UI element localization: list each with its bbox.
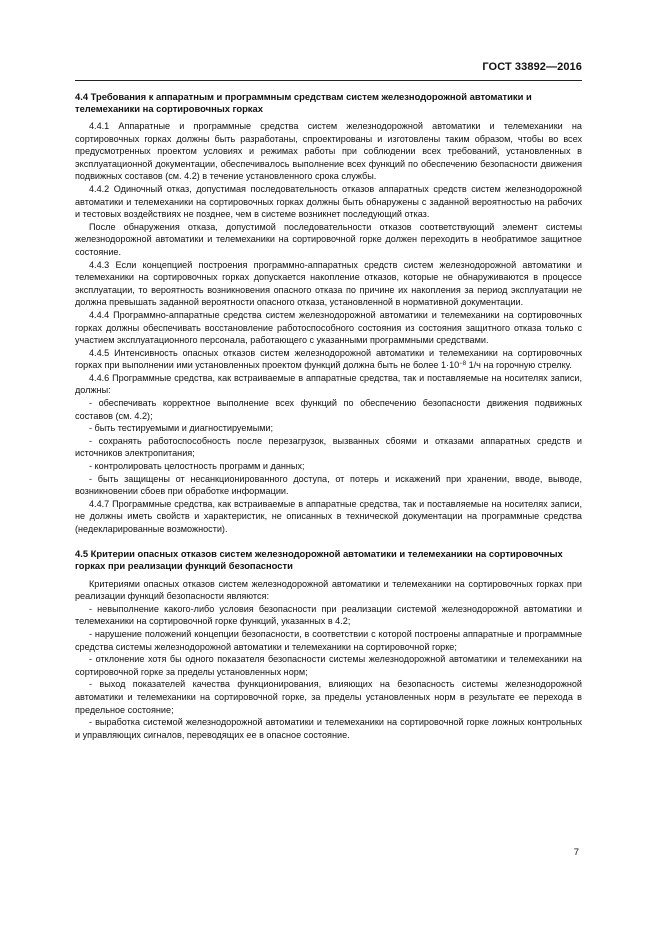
list-item: - сохранять работоспособность после перезагрузок, вызванных сбоями и отказами аппаратных средств и источников электропитания;	[75, 435, 582, 459]
list-item: - невыполнение какого-либо условия безопасности при реализации системой железнодорожной автоматики и телемеханики на сортировочной горке функций, указанных в 4.2;	[75, 603, 582, 627]
paragraph-4-4-6: 4.4.6 Программные средства, как встраиваемые в аппаратные средства, так и поставляемые на носителях записи, должны:	[75, 372, 582, 396]
paragraph-4-4-5-unit: 1/ч на горочную стрелку.	[466, 360, 572, 371]
list-item: - обеспечивать корректное выполнение всех функций по обеспечению безопасности движения подвижных составов (см. 4.2);	[75, 398, 582, 421]
page-content	[75, 91, 582, 741]
paragraph-4-4-2-cont: После обнаружения отказа, допустимой последовательности отказов соответствующий элемент системы железнодорожной автоматики и телемеханики на сортировочной горке должен переходить в необратимое защитное состояние.	[75, 221, 582, 257]
paragraph-4-4-3: 4.4.3 Если концепцией построения программно-аппаратных средств систем железнодорожной автоматики и телемеханики на сортировочных горках допускается накопление отказов, которые не обнаруживаются в процессе эксплуатации, то вероятность возникновения опасного отказа по причине их накопления за период эксплуатации не должна превышать заданной вероятности опасного отказа, установленной в нормативной документации.	[75, 259, 582, 308]
list-item: - нарушение положений концепции безопасности, в соответствии с которой построены аппаратные и программные средства системы железнодорожной автоматики и телемеханики на сортировочной горке;	[75, 628, 582, 652]
paragraph-4-4-2: 4.4.2 Одиночный отказ, допустимая последовательность отказов аппаратных средств систем железнодорожной автоматики и телемеханики на сортировочных горках должны быть обнаружены с заданной вероятностью на рабочих и тестовых воздействиях не позднее, чем в системе возникнет последующий отказ.	[75, 183, 582, 220]
section-4-4-title: 4.4 Требования к аппаратным и программным средствам систем железнодорожной автоматики и телемеханики на сортировочных горках	[75, 91, 532, 114]
header-rule	[75, 80, 582, 81]
list-item: - отклонение хотя бы одного показателя безопасности системы железнодорожной автоматики и телемеханики на сортировочной горке за пределы установленных норм;	[75, 654, 582, 677]
paragraph-4-4-1: 4.4.1 Аппаратные и программные средства систем железнодорожной автоматики и телемеханики на сортировочных горках должны быть разработаны, спроектированы и изготовлены таким образом, чтобы во всех предусмотренных проектом условиях и режимах работы при соблюдении всех требований, установленных в эксплуатационной документации, обеспечивалось выполнение всех функций по обеспечению безопасности движения подвижных составов (см. 4.2) в течение установленного срока службы.	[75, 121, 582, 182]
paragraph-4-5-intro: Критериями опасных отказов систем железнодорожной автоматики и телемеханики на сортировочных горках при реализации функций безопасности являются:	[75, 578, 582, 602]
paragraph-4-4-7: 4.4.7 Программные средства, как встраиваемые в аппаратные средства, так и поставляемые на носителях записи, не должны иметь свойств и характеристик, не описанных в технической документации на программные средства (недекларированные возможности).	[75, 498, 582, 534]
exponent: −8	[459, 361, 467, 368]
standard-header: ГОСТ 33892—2016	[482, 61, 582, 73]
list-item: - выход показателей качества функционирования, влияющих на безопасность системы железнодорожной автоматики и телемеханики на сортировочной горке, за пределы установленных норм в результате ее перехода в предельное состояние;	[75, 679, 582, 715]
list-item: - контролировать целостность программ и данных;	[89, 461, 305, 472]
paragraph-4-4-5	[75, 347, 582, 372]
list-item: - выработка системой железнодорожной автоматики и телемеханики на сортировочной горке ложных контрольных и управляющих сигналов, переводящих ее в опасное состояние.	[75, 717, 582, 740]
paragraph-4-4-5-text: 4.4.5 Интенсивность опасных отказов систем железнодорожной автоматики и телемеханики на сортировочных горках при выполнении ими установленных проектом функций должна быть не более 1·10	[75, 347, 582, 371]
section-4-5-title: 4.5 Критерии опасных отказов систем железнодорожной автоматики и телемеханики на сортировочных горках при реализации функций безопасности	[75, 547, 563, 571]
paragraph-4-4-4: 4.4.4 Программно-аппаратные средства систем железнодорожной автоматики и телемеханики на сортировочных горках должны обеспечивать восстановление работоспособного состояния из состояния защитного отказа только с участием эксплуатационного персонала, работающего с указанными программными средствами.	[75, 309, 582, 346]
page-number: 7	[573, 847, 579, 858]
list-item: - быть тестируемыми и диагностируемыми;	[89, 423, 274, 434]
list-item: - быть защищены от несанкционированного доступа, от потерь и искажений при хранении, вводе, выводе, возникновении сбоев при обработке информации.	[75, 473, 582, 497]
